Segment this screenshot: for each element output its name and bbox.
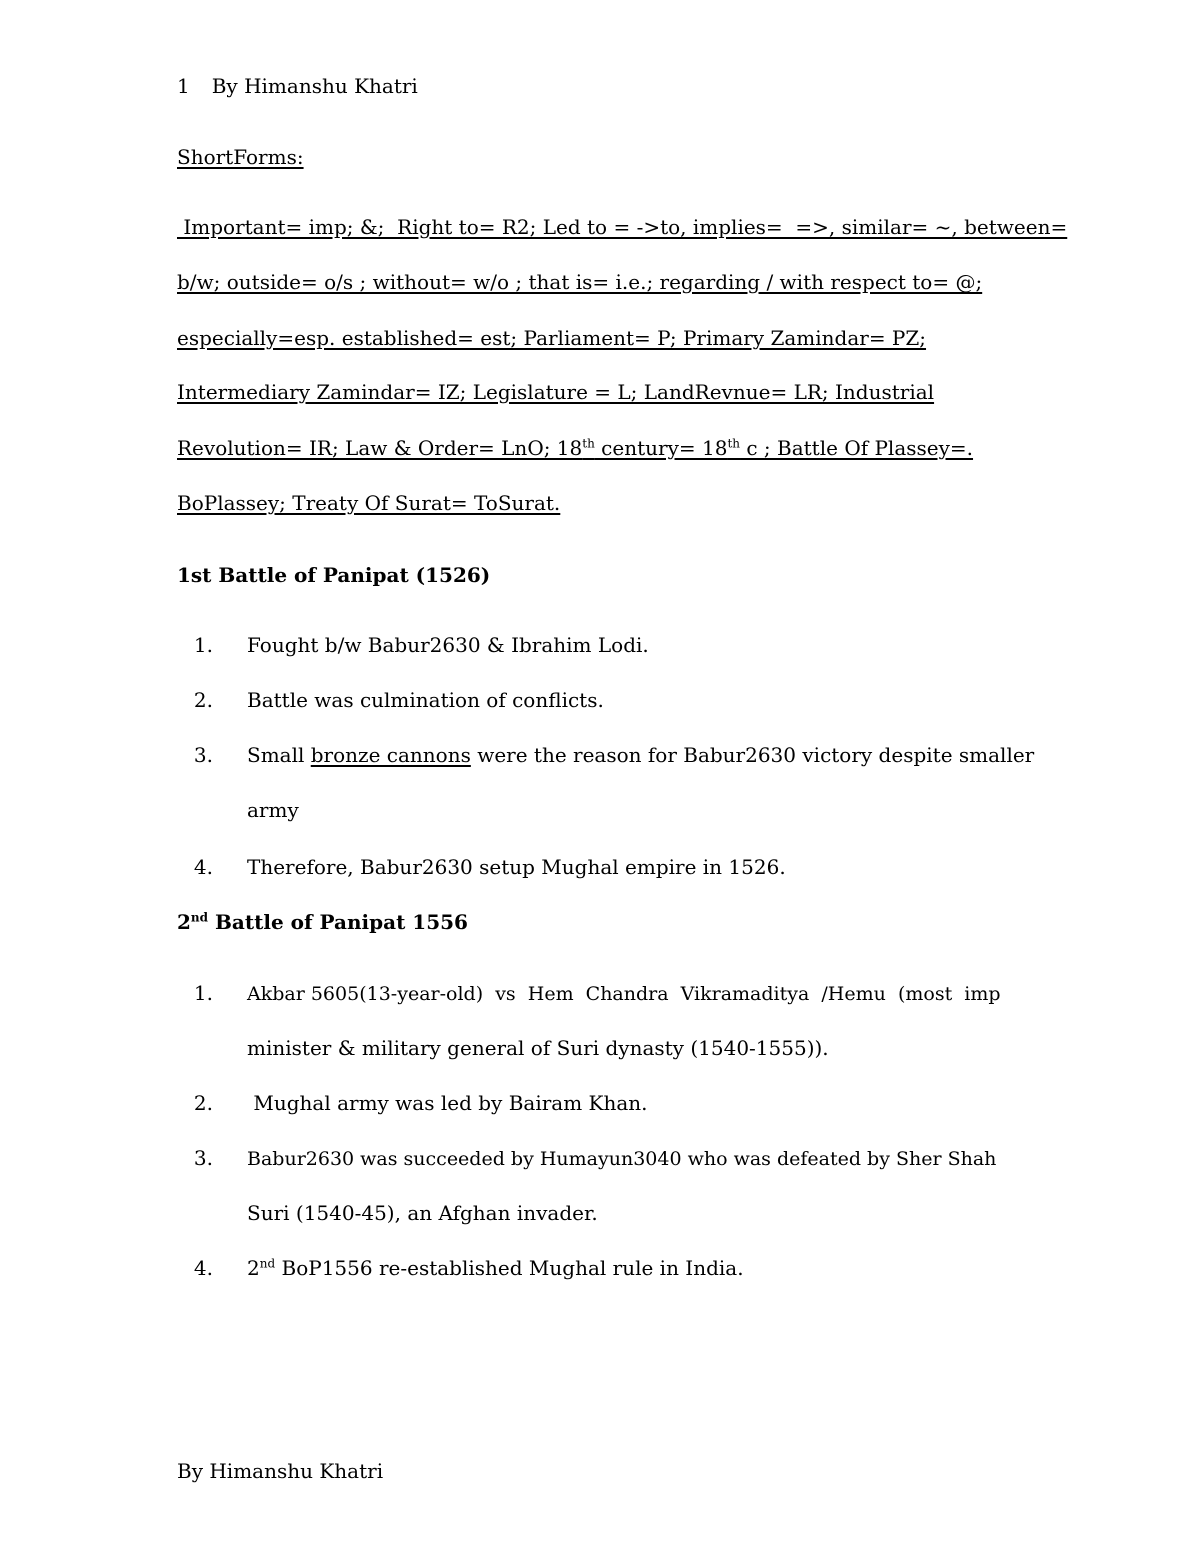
page-number: 1: [177, 74, 190, 98]
superscript: th: [582, 436, 595, 451]
shortforms-title: ShortForms:: [177, 145, 304, 169]
list-text-pre: Small: [247, 743, 311, 767]
shortforms-line-3: especially=esp. established= est; Parliament= P; Primary Zamindar= PZ;: [177, 326, 927, 350]
list-text-post: BoP1556 re-established Mughal rule in India.: [275, 1256, 744, 1280]
superscript: nd: [190, 910, 209, 925]
list-text-underlined: bronze cannons: [310, 743, 471, 767]
list-item: [177, 1253, 744, 1283]
list-text: Akbar 5605(13-year-old) vs Hem Chandra Vikramaditya /Hemu (most imp: [247, 983, 1001, 1005]
section-2-heading-post: Battle of Panipat 1556: [208, 910, 468, 934]
list-text: Battle was culmination of conflicts.: [247, 688, 604, 712]
shortforms-line-5-a: Revolution= IR; Law & Order= LnO; 18: [177, 436, 583, 460]
shortforms-line-5: [177, 433, 973, 463]
list-item: [177, 630, 649, 660]
section-1-heading: 1st Battle of Panipat (1526): [177, 563, 491, 587]
list-number: 3.: [193, 743, 213, 767]
list-number: 2.: [193, 688, 213, 712]
section-2-heading: [177, 907, 468, 937]
list-item: [177, 740, 1034, 770]
superscript: nd: [259, 1256, 276, 1271]
shortforms-line-5-c: c ; Battle Of Plassey=.: [740, 436, 974, 460]
list-text-post: were the reason for Babur2630 victory despite smaller: [470, 743, 1035, 767]
list-item: [177, 852, 786, 882]
list-text: Babur2630 was succeeded by Humayun3040 who was defeated by Sher Shah: [247, 1148, 997, 1170]
list-number: 1.: [193, 981, 213, 1005]
list-item: [177, 1143, 996, 1174]
list-item-continuation: army: [247, 798, 299, 822]
page-header: [177, 71, 418, 101]
list-text: Fought b/w Babur2630 & Ibrahim Lodi.: [247, 633, 649, 657]
shortforms-line-5-b: century= 18: [594, 436, 728, 460]
list-item-continuation: Suri (1540-45), an Afghan invader.: [247, 1201, 598, 1225]
list-number: 1.: [193, 633, 213, 657]
shortforms-line-4: Intermediary Zamindar= IZ; Legislature = L; LandRevnue= LR; Industrial: [177, 380, 935, 404]
list-item: [177, 685, 604, 715]
shortforms-line-6: BoPlassey; Treaty Of Surat= ToSurat.: [177, 491, 561, 515]
list-item: [177, 978, 1001, 1009]
shortforms-line-1: Important= imp; &; Right to= R2; Led to = ->to, implies= =>, similar= ~, between=: [177, 215, 1068, 239]
list-number: 4.: [193, 855, 213, 879]
shortforms-line-2: b/w; outside= o/s ; without= w/o ; that is= i.e.; regarding / with respect to= @;: [177, 270, 983, 294]
superscript: th: [727, 436, 741, 451]
list-number: 4.: [193, 1256, 213, 1280]
list-number: 2.: [193, 1091, 213, 1115]
list-text: Therefore, Babur2630 setup Mughal empire in 1526.: [247, 855, 786, 879]
list-number: 3.: [193, 1146, 213, 1170]
header-author: By Himanshu Khatri: [211, 74, 418, 98]
list-item: [177, 1088, 648, 1118]
page-footer: By Himanshu Khatri: [177, 1459, 384, 1483]
list-item-continuation: minister & military general of Suri dynasty (1540-1555)).: [247, 1036, 829, 1060]
list-text-pre: 2: [247, 1256, 260, 1280]
section-2-heading-pre: 2: [177, 910, 191, 934]
list-text: Mughal army was led by Bairam Khan.: [247, 1091, 648, 1115]
